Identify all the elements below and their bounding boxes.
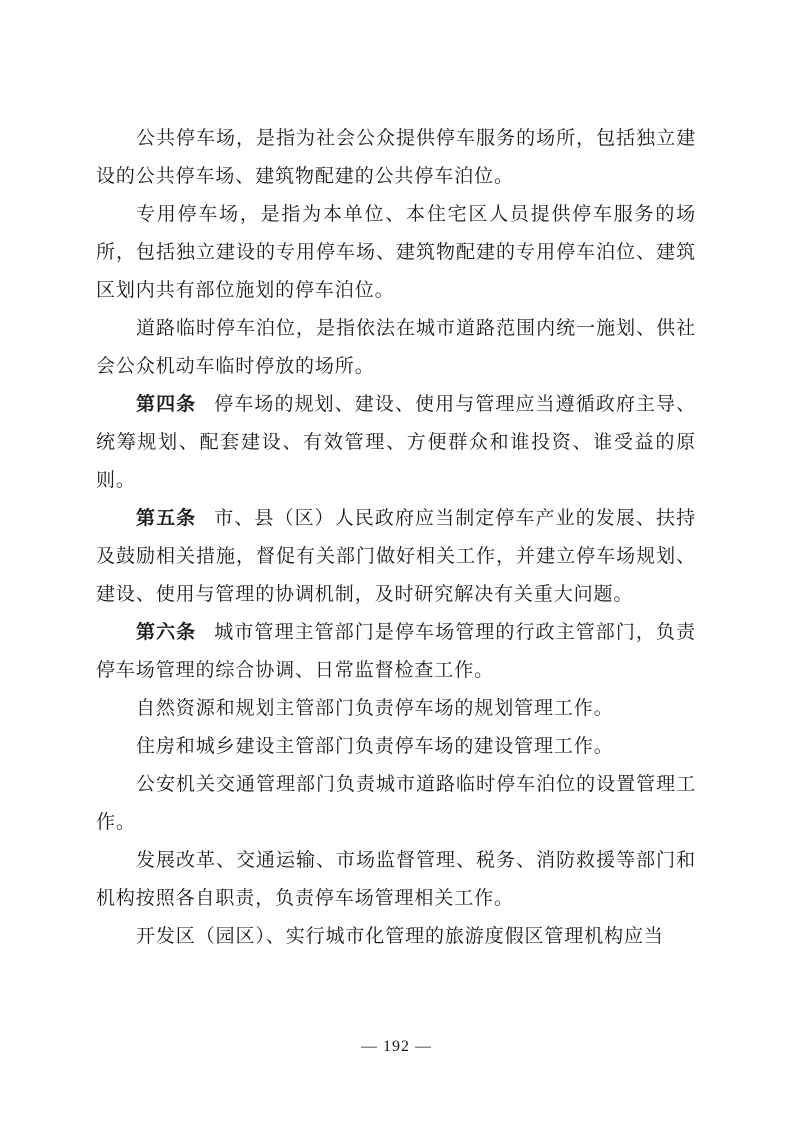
paragraph-development-zones [96,917,696,955]
article-number: 第五条 [136,507,197,529]
paragraph-public-parking-definition [96,119,696,195]
paragraph-text: 专用停车场，是指为本单位、本住宅区人员提供停车服务的场所，包括独立建设的专用停车场、建筑物配建的专用停车泊位、建筑区划内共有部位施划的停车泊位。 [96,203,696,301]
article-number: 第六条 [136,621,197,643]
paragraph-text: 公共停车场，是指为社会公众提供停车服务的场所，包括独立建设的公共停车场、建筑物配建的公共停车泊位。 [96,127,696,187]
paragraph-text: 自然资源和规划主管部门负责停车场的规划管理工作。 [136,697,614,719]
paragraph-text: 停车场的规划、建设、使用与管理应当遵循政府主导、统筹规划、配套建设、有效管理、方便群众和谁投资、谁受益的原则。 [96,393,696,491]
paragraph-construction-dept [96,727,696,765]
paragraph-text: 市、县（区）人民政府应当制定停车产业的发展、扶持及鼓励相关措施，督促有关部门做好相关工作，并建立停车场规划、建设、使用与管理的协调机制，及时研究解决有关重大问题。 [96,507,696,605]
article-4 [96,385,696,499]
paragraph-text: 发展改革、交通运输、市场监督管理、税务、消防救援等部门和机构按照各自职责，负责停车场管理相关工作。 [96,849,696,909]
article-number: 第四条 [136,393,197,415]
paragraph-text: 城市管理主管部门是停车场管理的行政主管部门，负责停车场管理的综合协调、日常监督检查工作。 [96,621,696,681]
paragraph-road-parking-definition [96,309,696,385]
page-number: — 192 — [361,1038,432,1055]
paragraph-text: 道路临时停车泊位，是指依法在城市道路范围内统一施划、供社会公众机动车临时停放的场所。 [96,317,696,377]
paragraph-text: 开发区（园区）、实行城市化管理的旅游度假区管理机构应当 [136,925,664,947]
paragraph-text: 公安机关交通管理部门负责城市道路临时停车泊位的设置管理工作。 [96,773,696,833]
paragraph-other-depts [96,841,696,917]
paragraph-private-parking-definition [96,195,696,309]
paragraph-planning-dept [96,689,696,727]
document-body [96,119,696,955]
paragraph-text: 住房和城乡建设主管部门负责停车场的建设管理工作。 [136,735,614,757]
article-6 [96,613,696,689]
paragraph-traffic-dept [96,765,696,841]
article-5 [96,499,696,613]
